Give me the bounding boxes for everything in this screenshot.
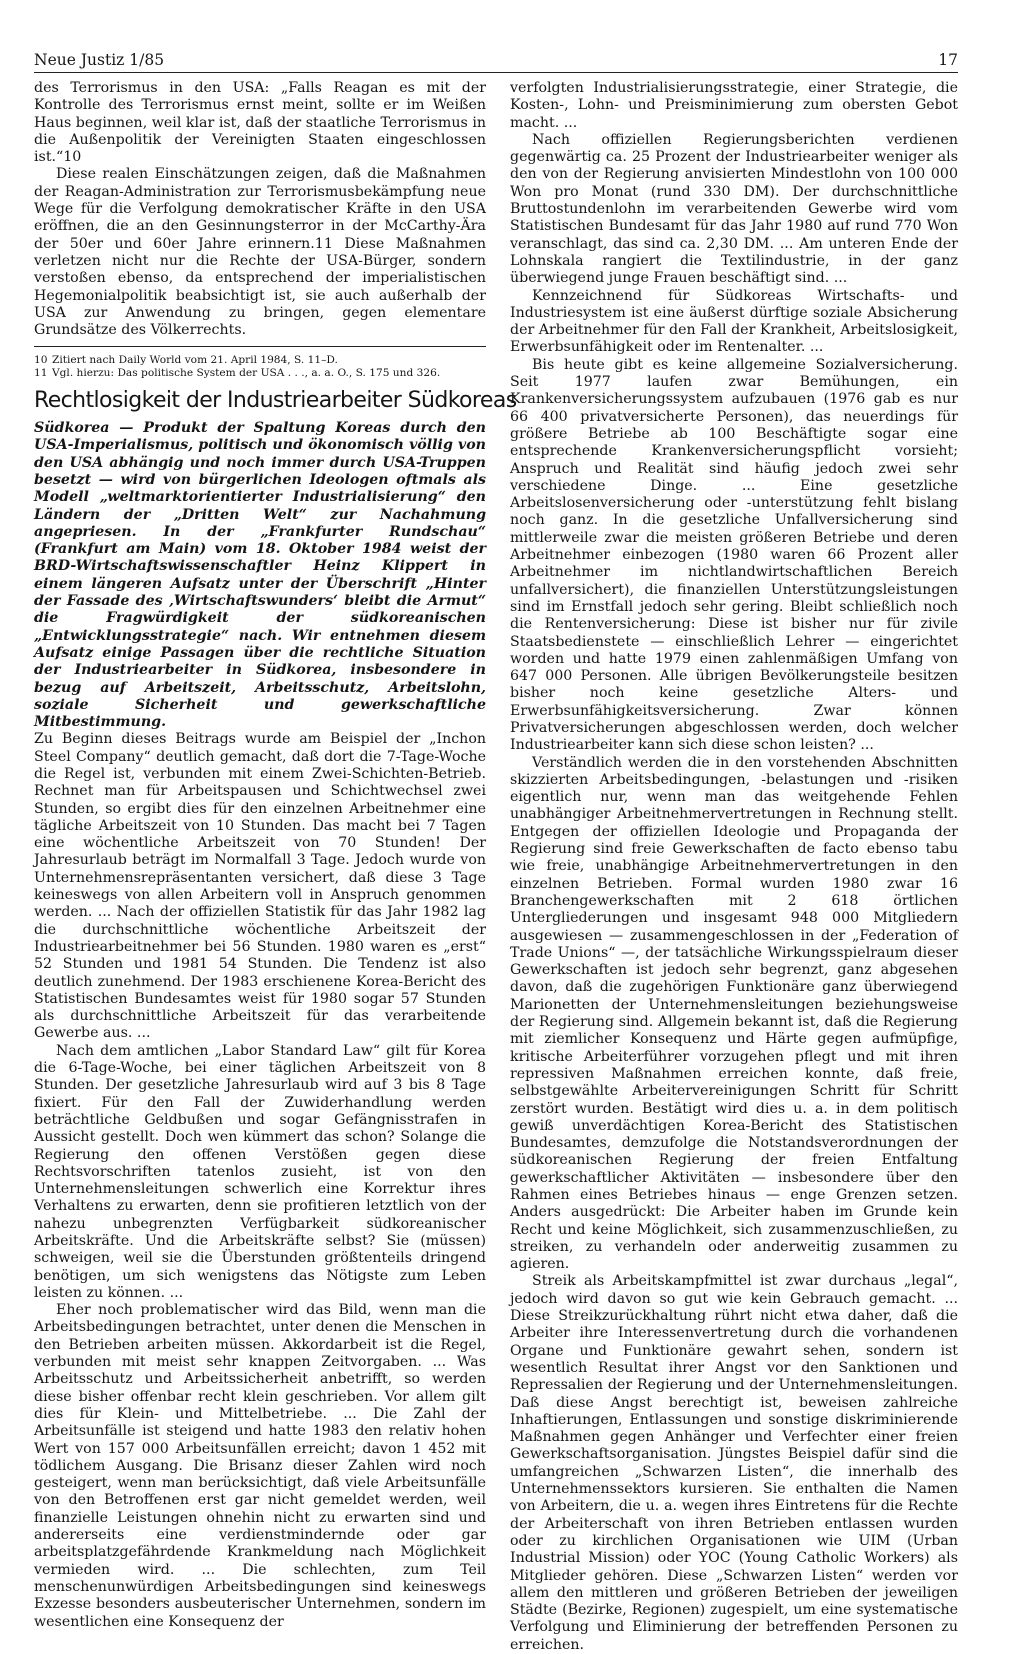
paragraph: Diese realen Einschätzungen zeigen, daß die Maßnahmen der Reagan-Administration zur Terrorismusbekämpfung neue Wege für die Verfolgung demokratischer Kräfte in den USA eröffnen, die an den Gesinnungsterror in der McCarthy-Ära der 50er und 60er Jahre erinnern.11 Diese Maßnahmen verletzen nicht nur die Rechte der USA-Bürger, sondern verstoßen ebenso, da entsprechend der imperialistischen Hegemonialpolitik beabsichtigt ist, sie auch außerhalb der USA zur Anwendung zu bringen, gegen elementare Grundsätze des Völkerrechts. — [34, 166, 486, 339]
paragraph: Nach offiziellen Regierungsberichten verdienen gegenwärtig ca. 25 Prozent der Industriearbeiter weniger als den von der Regierung anvisierten Mindestlohn von 100 000 Won pro Monat (rund 330 DM). Der durchschnittliche Bruttostundenlohn im verarbeitenden Gewerbe wird vom Statistischen Bundesamt für das Jahr 1980 auf rund 770 Won veranschlagt, das sind ca. 2,30 DM. ... Am unteren Ende der Lohnskala rangiert die Textilindustrie, in der ganz überwiegend junge Frauen beschäftigt sind. ... — [510, 131, 958, 287]
footnote-number: 11 — [34, 366, 48, 379]
paragraph: Nach dem amtlichen „Labor Standard Law“ gilt für Korea die 6-Tage-Woche, bei einer täglichen Arbeitszeit von 8 Stunden. Der gesetzliche Jahresurlaub wird auf 3 bis 8 Tage fixiert. Für den Fall der Zuwiderhandlung werden beträchtliche Geldbußen und sogar Gefängnisstrafen in Aussicht gestellt. Doch wen kümmert das schon? Solange die Regierung den offenen Verstößen gegen diese Rechtsvorschriften tatenlos zusieht, ist von den Unternehmensleitungen schwerlich eine Korrektur ihres Verhaltens zu erwarten, denn sie profitieren letztlich von der nahezu unbegrenzten Verfügbarkeit südkoreanischer Arbeitskräfte. Und die Arbeitskräfte selbst? Sie (müssen) schweigen, weil sie die Überstunden größtenteils dringend benötigen, um sich wenigstens das Nötigste zum Leben leisten zu können. ... — [34, 1042, 486, 1301]
footnote-number: 10 — [34, 354, 48, 367]
right-column — [510, 80, 958, 1654]
footnote-text: Vgl. hierzu: Das politische System der USA . . ., a. a. O., S. 175 und 326. — [52, 366, 441, 379]
left-column — [34, 80, 517, 1631]
paragraph: Eher noch problematischer wird das Bild, wenn man die Arbeitsbedingungen betrachtet, unter denen die Menschen in den Betrieben arbeiten müssen. Akkordarbeit ist die Regel, verbunden mit meist sehr knappen Zeitvorgaben. ... Was Arbeitsschutz und Arbeitssicherheit anbetrifft, so werden diese bisher offenbar recht klein geschrieben. Vor allem gilt dies für Klein- und Mittelbetriebe. ... Die Zahl der Arbeitsunfälle ist steigend und hatte 1983 den relativ hohen Wert von 157 000 Arbeitsunfällen erreicht; davon 1 452 mit tödlichem Ausgang. Die Brisanz dieser Zahlen wird noch gesteigert, wenn man berücksichtigt, daß viele Arbeitsunfälle von den Betroffenen erst gar nicht gemeldet werden, weil finanzielle Leistungen ohnehin nicht zu erwarten sind und andererseits eine verdienstmindernde oder gar arbeitsplatzgefährdende Krankmeldung nach Möglichkeit vermieden wird. ... Die schlechten, zum Teil menschenunwürdigen Arbeitsbedingungen sind keineswegs Exzesse besonders ausbeuterischer Unternehmen, sondern im wesentlichen eine Konsequenz der — [34, 1302, 486, 1630]
paragraph: des Terrorismus in den USA: „Falls Reagan es mit der Kontrolle des Terrorismus ernst meint, sollte er im Weißen Haus beginnen, weil klar ist, daß der staatliche Terrorismus in die Außenpolitik der Vereinigten Staaten eingeschlossen ist.“10 — [34, 80, 486, 166]
footnote — [34, 354, 486, 366]
page-header — [34, 50, 958, 73]
paragraph: Verständlich werden die in den vorstehenden Abschnitten skizzierten Arbeitsbedingungen, -belastungen und -risiken eigentlich nur, wenn man das weitgehende Fehlen unabhängiger Arbeitnehmervertretungen in Rechnung stellt. Entgegen der offiziellen Ideologie und Propaganda der Regierung sind freie Gewerkschaften de facto ebenso tabu wie freie, unabhängige Arbeitnehmervertretungen in den einzelnen Betrieben. Formal wurden 1980 zwar 16 Branchengewerkschaften mit 2 618 örtlichen Untergliederungen und insgesamt 948 000 Mitgliedern ausgewiesen — zusammengeschlossen in der „Federation of Trade Unions“ —, der tatsächliche Wirkungsspielraum dieser Gewerkschaften ist jedoch sehr begrenzt, ganz abgesehen davon, daß die zugehörigen Funktionäre ganz überwiegend Marionetten der Unternehmensleitungen beziehungsweise der Regierung sind. Allgemein bekannt ist, daß die Regierung mit ziemlicher Konsequenz und Härte gegen aufmüpfige, kritische Arbeiterführer vorzugehen pflegt und mit ihren repressiven Maßnahmen erreichen konnte, daß freie, selbstgewählte Arbeitervereinigungen Schritt für Schritt zerstört wurden. Bestätigt wird dies u. a. in dem politisch gewiß unverdächtigen Korea-Bericht des Statistischen Bundesamtes, demzufolge die Notstandsverordnungen der südkoreanischen Regierung der freien Entfaltung gewerkschaftlicher Aktivitäten — insbesondere über den Rahmen eines Betriebes hinaus — enge Grenzen setzen. Anders ausgedrückt: Die Arbeiter haben im Grunde kein Recht und keine Möglichkeit, sich zusammenzuschließen, zu streiken, zu verhandeln oder anderweitig zusammen zu agieren. — [510, 754, 958, 1273]
paragraph: Kennzeichnend für Südkoreas Wirtschafts- und Industriesystem ist eine äußerst dürftige soziale Absicherung der Arbeitnehmer für den Fall der Krankheit, Arbeitslosigkeit, Erwerbsunfähigkeit oder im Rentenalter. ... — [510, 287, 958, 356]
footnote-text: Zitiert nach Daily World vom 21. April 1984, S. 11–D. — [52, 354, 338, 367]
article-heading: Rechtlosigkeit der Industriearbeiter Südkoreas — [34, 388, 517, 414]
article-lead: Südkorea — Produkt der Spaltung Koreas durch den USA-Imperialismus, politisch und ökonomisch völlig von den USA abhängig und noch immer durch USA-Truppen besetzt — wird von bürgerlichen Ideologen oftmals als Modell „weltmarktorientierter Industrialisierung“ den Ländern der „Dritten Welt“ zur Nachahmung angepriesen. In der „Frankfurter Rundschau“ (Frankfurt am Main) vom 18. Oktober 1984 weist der BRD-Wirtschaftswissenschaftler Heinz Klippert in einem längeren Aufsatz unter der Überschrift „Hinter der Fassade des ‚Wirtschaftswunders‘ bleibt die Armut“ die Fragwürdigkeit der südkoreanischen „Entwicklungsstrategie“ nach. Wir entnehmen diesem Aufsatz einige Passagen über die rechtliche Situation der Industriearbeiter in Südkorea, insbesondere in bezug auf Arbeitszeit, Arbeitsschutz, Arbeitslohn, soziale Sicherheit und gewerkschaftliche Mitbestimmung. — [34, 420, 486, 731]
footnote-divider — [34, 346, 486, 347]
paragraph: Bis heute gibt es keine allgemeine Sozialversicherung. Seit 1977 laufen zwar Bemühungen, ein Krankenversicherungssystem aufzubauen (1976 gab es nur 66 400 privatversicherte Personen), das neuerdings für größere Betriebe ab 100 Beschäftigte sogar eine entsprechende Krankenversicherungspflicht vorsieht; Anspruch und Realität sind häufig jedoch zwei sehr verschiedene Dinge. ... Eine gesetzliche Arbeitslosenversicherung oder -unterstützung fehlt bislang noch ganz. In die gesetzliche Unfallversicherung sind mittlerweile zwar die meisten größeren Betriebe und deren Arbeitnehmer einbezogen (1980 waren 66 Prozent aller Arbeitnehmer im nichtlandwirtschaftlichen Bereich unfallversichert), die finanziellen Unterstützungsleistungen sind im Ernstfall jedoch sehr gering. Bleibt schließlich noch die Rentenversicherung: Diese ist bisher nur für zivile Staatsbedienstete — einschließlich Lehrer — eingerichtet worden und hatte 1979 einen zahlenmäßigen Umfang von 647 000 Personen. Alle übrigen Bevölkerungsteile besitzen bisher noch keine gesetzliche Alters- und Erwerbsunfähigkeitsversicherung. Zwar können Privatversicherungen abgeschlossen werden, doch welcher Industriearbeiter kann sich diese schon leisten? ... — [510, 356, 958, 754]
journal-title: Neue Justiz 1/85 — [34, 51, 165, 69]
footnote — [34, 367, 486, 379]
paragraph: Zu Beginn dieses Beitrags wurde am Beispiel der „Inchon Steel Company“ deutlich gemacht, daß dort die 7-Tage-Woche die Regel ist, verbunden mit einem Zwei-Schichten-Betrieb. Rechnet man für Arbeitspausen und Schichtwechsel zwei Stunden, so ergibt dies für den einzelnen Arbeitnehmer eine tägliche Arbeitszeit von 10 Stunden. Das macht bei 7 Tagen eine wöchentliche Arbeitszeit von 70 Stunden! Der Jahresurlaub beträgt im Normalfall 3 Tage. Jedoch wurde von Unternehmensrepräsentanten versichert, daß diese 3 Tage keineswegs von allen Arbeitern voll in Anspruch genommen werden. ... Nach der offiziellen Statistik für das Jahr 1982 lag die durchschnittliche wöchentliche Arbeitszeit der Industriearbeitnehmer bei 56 Stunden. 1980 waren es „erst“ 52 Stunden und 1981 54 Stunden. Die Tendenz ist also deutlich zunehmend. Der 1983 erschienene Korea-Bericht des Statistischen Bundesamtes weist für 1980 sogar 57 Stunden als durchschnittliche Arbeitszeit für das verarbeitende Gewerbe aus. ... — [34, 731, 486, 1042]
page-number: 17 — [938, 51, 958, 69]
paragraph: Streik als Arbeitskampfmittel ist zwar durchaus „legal“, jedoch wird davon so gut wie kein Gebrauch gemacht. ... Diese Streikzurückhaltung rührt nicht etwa daher, daß die Arbeiter ihre Interessenvertretung durch die vorhandenen Organe und Funktionäre gewahrt sehen, sondern ist wesentlich Resultat ihrer Angst vor den Sanktionen und Repressalien der Regierung und der Unternehmensleitungen. Daß diese Angst berechtigt ist, beweisen zahlreiche Inhaftierungen, Entlassungen und sonstige diskriminierende Maßnahmen gegen Anhänger und Verfechter einer freien Gewerkschaftsorganisation. Jüngstes Beispiel dafür sind die umfangreichen „Schwarzen Listen“, die innerhalb des Unternehmenssektors kursieren. Sie enthalten die Namen von Arbeitern, die u. a. wegen ihres Eintretens für die Rechte der Arbeiterschaft von ihren Betrieben entlassen wurden oder zu kirchlichen Organisationen wie UIM (Urban Industrial Mission) oder YOC (Young Catholic Workers) als Mitglieder gehören. Diese „Schwarzen Listen“ werden vor allem den mittleren und größeren Betrieben der jeweiligen Städte (Bezirke, Regionen) zugespielt, um eine systematische Verfolgung und Eliminierung der betreffenden Personen zu erreichen. — [510, 1273, 958, 1653]
paragraph: verfolgten Industrialisierungsstrategie, einer Strategie, die Kosten-, Lohn- und Preisminimierung zum obersten Gebot macht. ... — [510, 80, 958, 131]
